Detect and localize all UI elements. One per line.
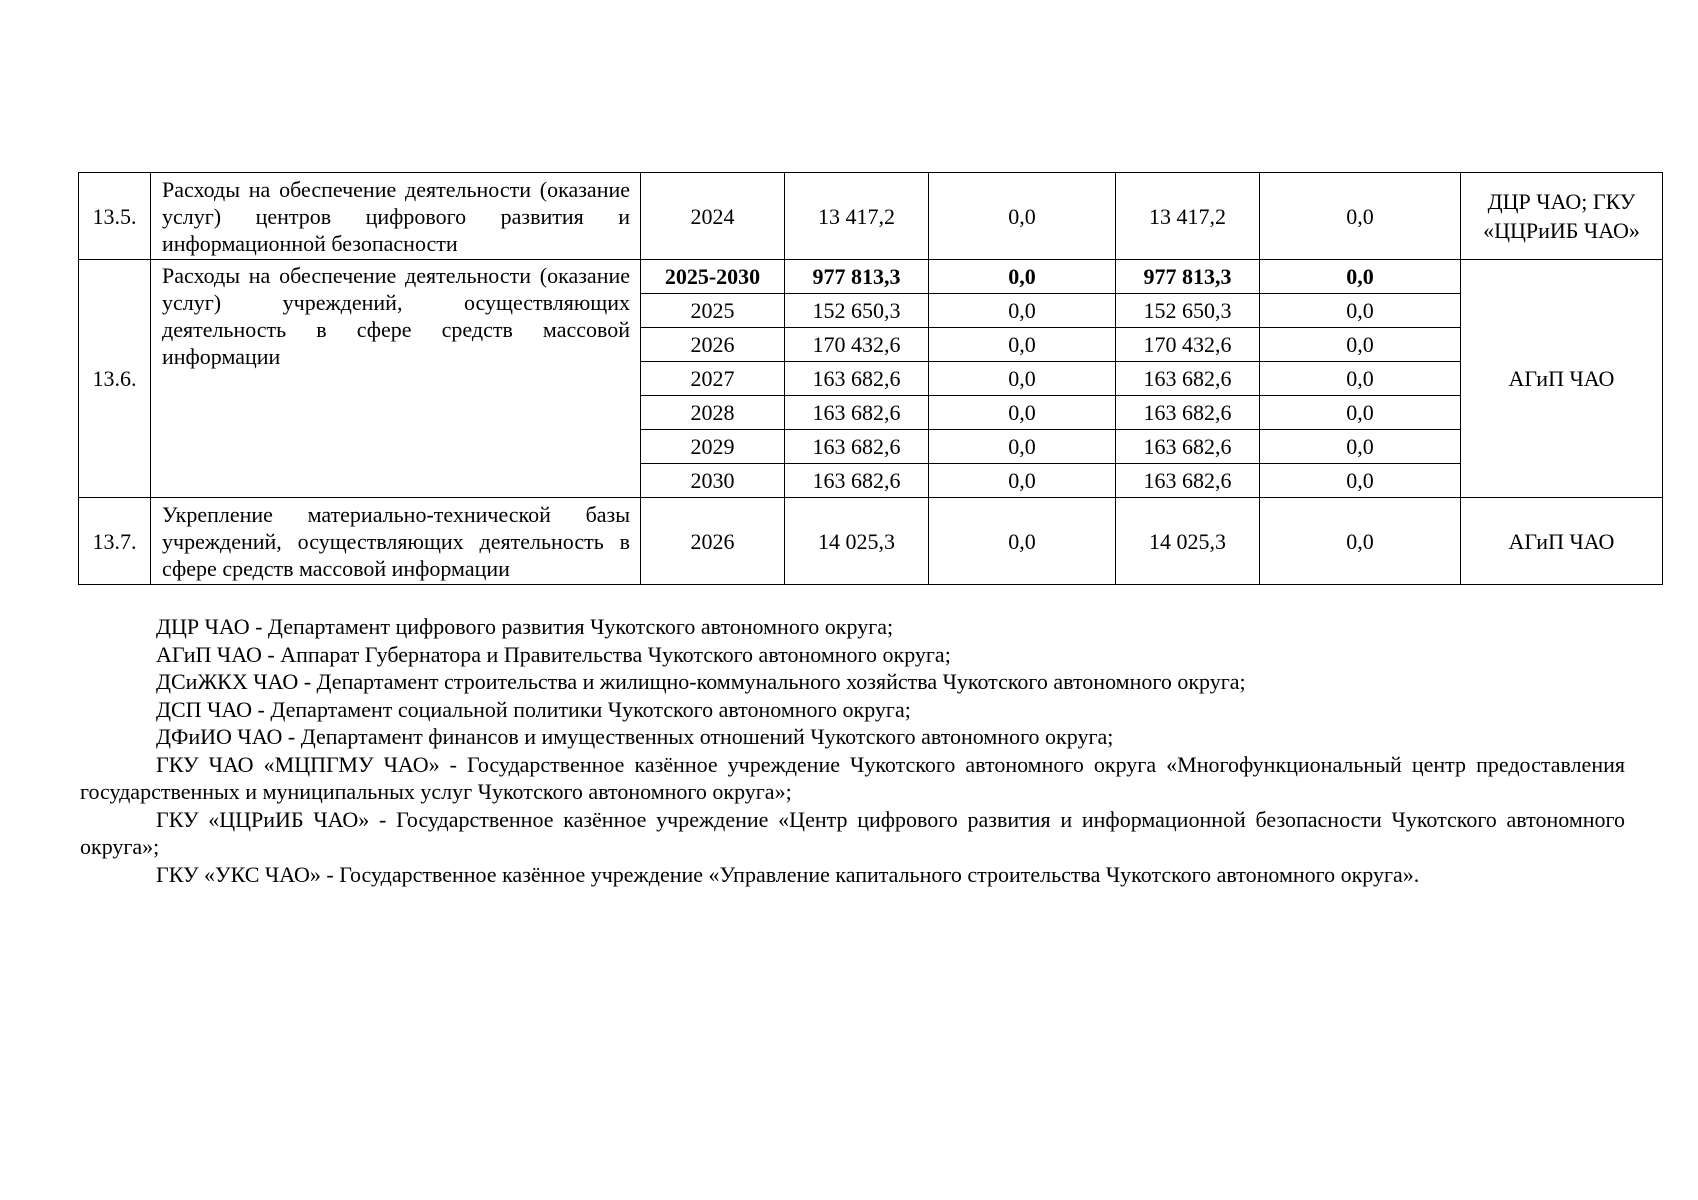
value-cell: 0,0 [929, 464, 1116, 498]
total-cell: 163 682,6 [785, 464, 929, 498]
value-cell: 0,0 [929, 362, 1116, 396]
abbreviation-note: ДСП ЧАО - Департамент социальной политики Чукотского автономного округа; [156, 696, 911, 722]
value-cell: 0,0 [1260, 294, 1461, 328]
period-cell: 2025 [641, 294, 785, 328]
row-description: Укрепление материально-технической базы учреждений, осуществляющих деятельность в сфере средств массовой информации [151, 498, 641, 585]
value-cell: 0,0 [1260, 362, 1461, 396]
abbreviation-note: ГКУ ЧАО «МЦПГМУ ЧАО» - Государственное казённое учреждение Чукотского автономного округа «Многофункциональный центр предоставления государственных и муниципальных услуг Чукотского автономного округа»; [80, 751, 1625, 804]
budget-table [78, 172, 1663, 585]
responsible-cell: АГиП ЧАО [1461, 260, 1663, 498]
period-cell: 2025-2030 [641, 260, 785, 294]
value-cell: 163 682,6 [1116, 464, 1260, 498]
row-number: 13.5. [79, 173, 151, 260]
period-cell: 2026 [641, 328, 785, 362]
responsible-cell: ДЦР ЧАО; ГКУ «ЦЦРиИБ ЧАО» [1461, 173, 1663, 260]
value-cell: 13 417,2 [1116, 173, 1260, 260]
total-cell: 163 682,6 [785, 362, 929, 396]
table-row [79, 173, 1663, 260]
value-cell: 152 650,3 [1116, 294, 1260, 328]
period-cell: 2029 [641, 430, 785, 464]
abbreviation-note: ГКУ «ЦЦРиИБ ЧАО» - Государственное казённое учреждение «Центр цифрового развития и информационной безопасности Чукотского автономного округа»; [80, 806, 1625, 859]
value-cell: 0,0 [929, 498, 1116, 585]
value-cell: 0,0 [1260, 498, 1461, 585]
value-cell: 0,0 [1260, 396, 1461, 430]
value-cell: 0,0 [1260, 464, 1461, 498]
total-cell: 977 813,3 [785, 260, 929, 294]
value-cell: 0,0 [1260, 260, 1461, 294]
total-cell: 163 682,6 [785, 396, 929, 430]
value-cell: 0,0 [1260, 173, 1461, 260]
row-number: 13.7. [79, 498, 151, 585]
period-cell: 2030 [641, 464, 785, 498]
responsible-cell: АГиП ЧАО [1461, 498, 1663, 585]
abbreviation-note: ДСиЖКХ ЧАО - Департамент строительства и жилищно-коммунального хозяйства Чукотского автономного округа; [156, 669, 1246, 694]
period-cell: 2024 [641, 173, 785, 260]
abbreviations-list [80, 613, 1625, 888]
value-cell: 977 813,3 [1116, 260, 1260, 294]
value-cell: 0,0 [929, 260, 1116, 294]
value-cell: 163 682,6 [1116, 362, 1260, 396]
value-cell: 0,0 [929, 396, 1116, 430]
period-cell: 2026 [641, 498, 785, 585]
row-description: Расходы на обеспечение деятельности (оказание услуг) учреждений, осуществляющих деятельность в сфере средств массовой информации [151, 260, 641, 498]
value-cell: 0,0 [1260, 328, 1461, 362]
value-cell: 0,0 [1260, 430, 1461, 464]
value-cell: 0,0 [929, 430, 1116, 464]
row-description: Расходы на обеспечение деятельности (оказание услуг) центров цифрового развития и информационной безопасности [151, 173, 641, 260]
total-cell: 14 025,3 [785, 498, 929, 585]
table-row [79, 260, 1663, 294]
abbreviation-note: ДЦР ЧАО - Департамент цифрового развития Чукотского автономного округа; [156, 614, 894, 639]
value-cell: 170 432,6 [1116, 328, 1260, 362]
value-cell: 163 682,6 [1116, 396, 1260, 430]
value-cell: 0,0 [929, 328, 1116, 362]
abbreviation-note: АГиП ЧАО - Аппарат Губернатора и Правительства Чукотского автономного округа; [156, 641, 951, 667]
value-cell: 0,0 [929, 173, 1116, 260]
abbreviation-note: ДФиИО ЧАО - Департамент финансов и имущественных отношений Чукотского автономного округа; [156, 724, 1114, 749]
value-cell: 163 682,6 [1116, 430, 1260, 464]
row-number: 13.6. [79, 260, 151, 498]
total-cell: 163 682,6 [785, 430, 929, 464]
value-cell: 0,0 [929, 294, 1116, 328]
period-cell: 2027 [641, 362, 785, 396]
total-cell: 170 432,6 [785, 328, 929, 362]
total-cell: 13 417,2 [785, 173, 929, 260]
total-cell: 152 650,3 [785, 294, 929, 328]
value-cell: 14 025,3 [1116, 498, 1260, 585]
table-row [79, 498, 1663, 585]
abbreviation-note: ГКУ «УКС ЧАО» - Государственное казённое учреждение «Управление капитального строительства Чукотского автономного округа». [156, 861, 1420, 887]
period-cell: 2028 [641, 396, 785, 430]
